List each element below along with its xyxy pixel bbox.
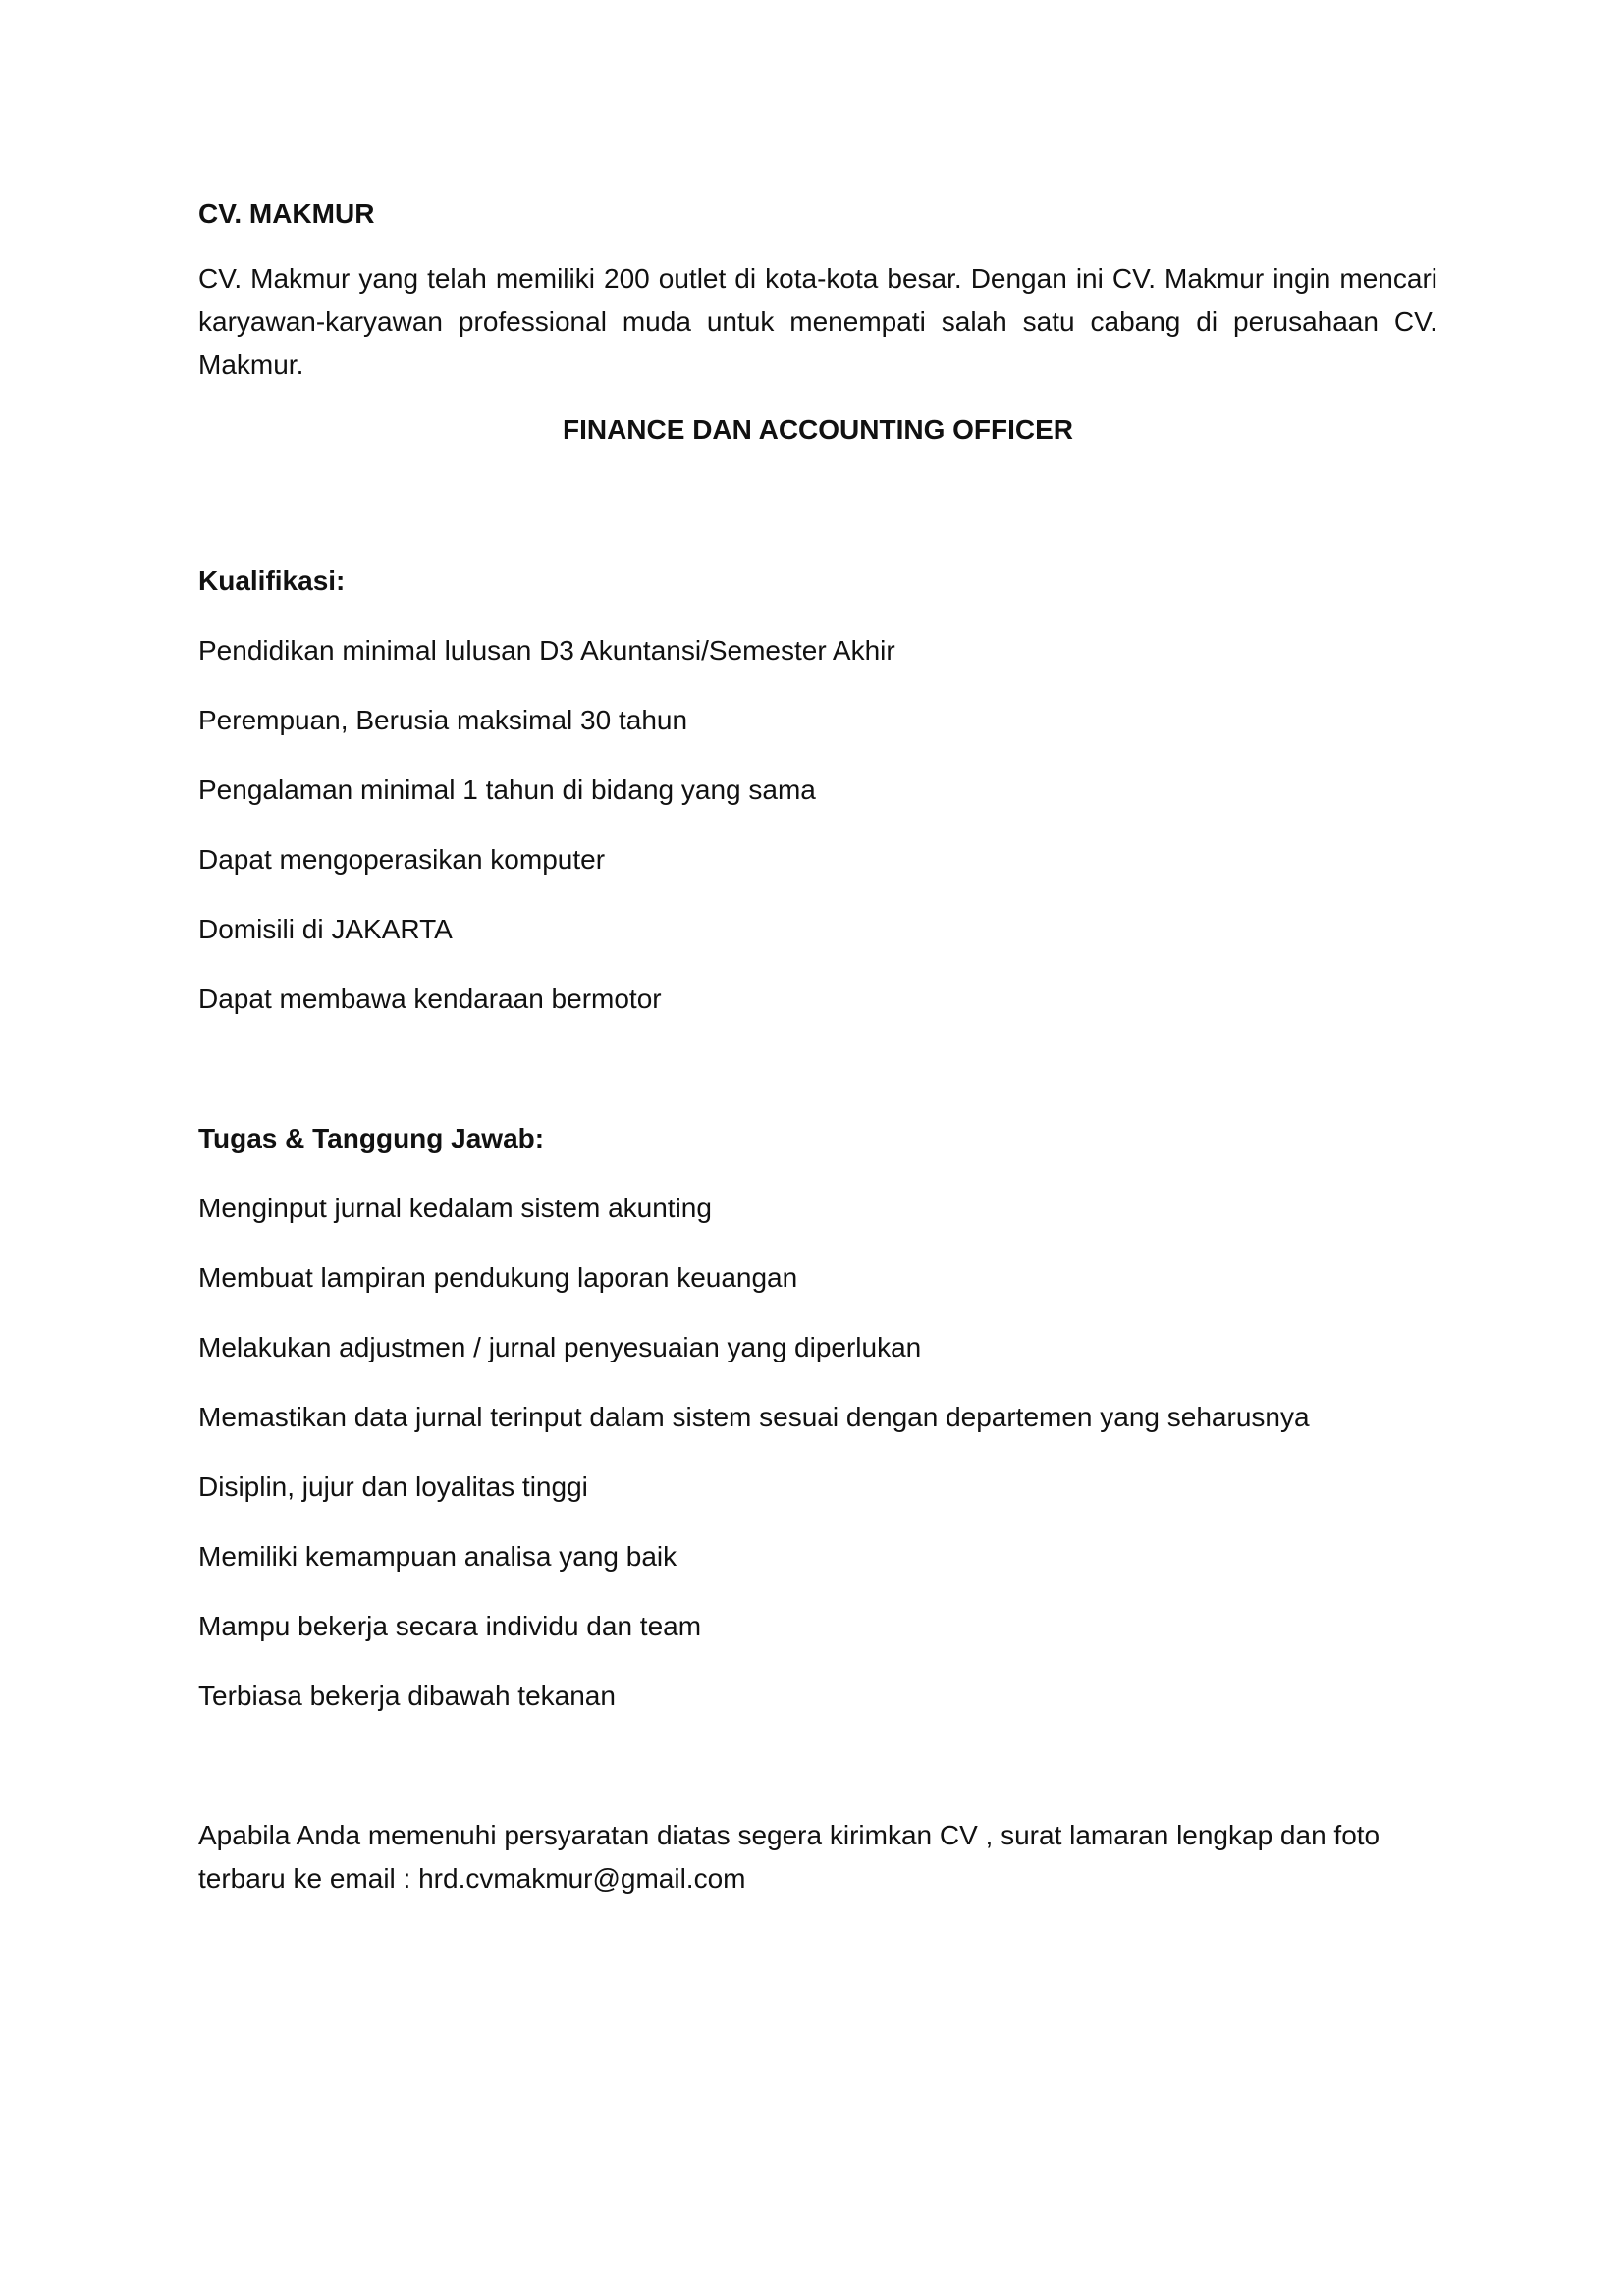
spacer: [198, 1021, 1437, 1117]
company-heading: CV. MAKMUR: [198, 198, 375, 229]
responsibility-item: Disiplin, jujur dan loyalitas tinggi: [198, 1471, 588, 1502]
responsibility-item: Menginput jurnal kedalam sistem akunting: [198, 1193, 712, 1223]
responsibilities-heading: Tugas & Tanggung Jawab:: [198, 1123, 545, 1153]
document-body: [198, 192, 1437, 1900]
qualification-item: Perempuan, Berusia maksimal 30 tahun: [198, 705, 688, 735]
responsibility-item: Mampu bekerja secara individu dan team: [198, 1611, 702, 1641]
qualification-item: Domisili di JAKARTA: [198, 914, 453, 944]
closing-paragraph: Apabila Anda memenuhi persyaratan diatas segera kirimkan CV , surat lamaran lengkap dan foto terbaru ke email : hrd.cvmakmur@gmail.com: [198, 1820, 1380, 1894]
qualification-item: Dapat membawa kendaraan bermotor: [198, 984, 662, 1014]
qualifications-section: [198, 560, 1437, 1021]
qualification-item: Dapat mengoperasikan komputer: [198, 844, 606, 875]
responsibility-item: Terbiasa bekerja dibawah tekanan: [198, 1681, 616, 1711]
responsibility-item: Memastikan data jurnal terinput dalam sistem sesuai dengan departemen yang seharusnya: [198, 1402, 1310, 1432]
responsibility-item: Memiliki kemampuan analisa yang baik: [198, 1541, 677, 1572]
responsibilities-section: [198, 1117, 1437, 1718]
qualification-item: Pendidikan minimal lulusan D3 Akuntansi/Semester Akhir: [198, 635, 895, 666]
intro-paragraph: CV. Makmur yang telah memiliki 200 outlet di kota-kota besar. Dengan ini CV. Makmur ingin mencari karyawan-karyawan professional muda untuk menempati salah satu cabang di perusahaan CV. Makmur.: [198, 263, 1437, 380]
responsibility-item: Melakukan adjustmen / jurnal penyesuaian yang diperlukan: [198, 1332, 922, 1362]
spacer: [198, 1718, 1437, 1814]
qualifications-list: [198, 629, 1437, 1021]
responsibilities-list: [198, 1187, 1437, 1718]
qualifications-heading: Kualifikasi:: [198, 565, 346, 596]
qualification-item: Pengalaman minimal 1 tahun di bidang yang sama: [198, 774, 816, 805]
spacer: [198, 452, 1437, 560]
responsibility-item: Membuat lampiran pendukung laporan keuangan: [198, 1262, 798, 1293]
job-title: FINANCE DAN ACCOUNTING OFFICER: [562, 414, 1074, 445]
